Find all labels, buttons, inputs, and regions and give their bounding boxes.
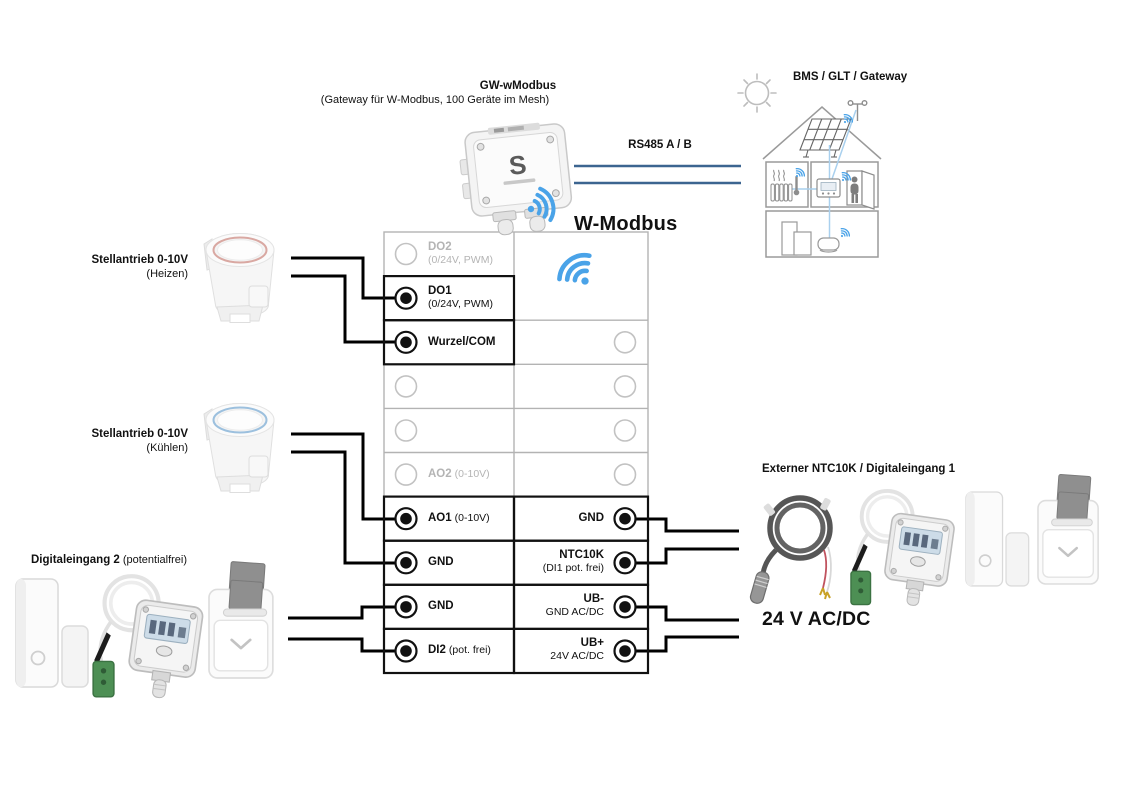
terminal-gnd-1: GND [428,555,454,568]
terminal-active-icon [396,641,417,662]
ntc-cable-sensor-illustration [749,497,831,604]
actuator-heating-illustration [204,234,274,323]
bms-label: BMS / GLT / Gateway [793,71,908,83]
ss-logo: S [507,149,528,181]
terminal-do1: DO1 (0/24V, PWM) [428,285,493,310]
actuator-heating-title: Stellantrieb 0-10V [91,254,188,266]
gateway-title: GW-wModbus [479,80,557,92]
terminal-active-icon [396,552,417,573]
terminal-empty-icon [615,420,636,441]
terminal-empty-icon [615,464,636,485]
terminal-gnd-right: GND [578,511,604,524]
terminal-ntc10k: NTC10K (DI1 pot. frei) [542,549,604,574]
terminal-empty-icon [396,420,417,441]
gateway-device-illustration [457,120,575,239]
display-sensor-illustration [93,576,204,702]
terminal-wurzel-com: Wurzel/COM [428,335,496,348]
terminal-active-icon [615,641,636,662]
terminal-active-icon [615,552,636,573]
terminal-ub-plus: UB+ 24V AC/DC [550,637,604,662]
terminal-do2: DO2 (0/24V, PWM) [428,241,493,266]
power-label: 24 V AC/DC [762,608,871,630]
wifi-icon [554,249,602,296]
actuator-cooling-title: Stellantrieb 0-10V [91,428,188,440]
terminal-ao1: AO1 (0-10V) [428,511,490,524]
terminal-active-icon [396,288,417,309]
terminal-active-icon [615,596,636,617]
terminal-empty-icon [615,376,636,397]
rs485-label: RS485 A / B [628,139,692,151]
actuator-heating-subtitle: (Heizen) [146,268,188,280]
digital-input2-label: Digitaleingang 2 (potentialfrei) [31,554,188,566]
display-sensor-illustration [851,491,955,610]
terminal-active-icon [615,508,636,529]
terminal-di2: DI2 (pot. frei) [428,643,491,656]
external-input-title: Externer NTC10K / Digitaleingang 1 [762,463,955,475]
card-switch-illustration [1038,474,1098,584]
terminal-empty-icon [615,332,636,353]
terminal-gnd-2: GND [428,599,454,612]
bms-house-illustration [0,0,881,257]
door-contact-illustration [966,492,1029,586]
terminal-empty-icon [396,464,417,485]
terminal-active-icon [396,332,417,353]
door-contact-illustration [16,579,88,687]
actuator-cooling-subtitle: (Kühlen) [146,442,188,454]
terminal-active-icon [396,596,417,617]
terminal-active-icon [396,508,417,529]
thermostat-icon [817,179,840,197]
terminal-ub-minus: UB- GND AC/DC [545,593,604,618]
sun-icon [738,74,776,112]
terminal-ao2: AO2 (0-10V) [428,467,490,480]
actuator-cooling-illustration [204,404,274,493]
wmodbus-title: W-Modbus [574,213,678,235]
rs485-bus-lines [574,166,741,183]
terminal-empty-icon [396,244,417,265]
terminal-empty-icon [396,376,417,397]
person-at-door-icon [847,171,874,209]
gateway-subtitle: (Gateway für W-Modbus, 100 Geräte im Mesh) [320,94,550,106]
card-switch-illustration [209,562,273,678]
